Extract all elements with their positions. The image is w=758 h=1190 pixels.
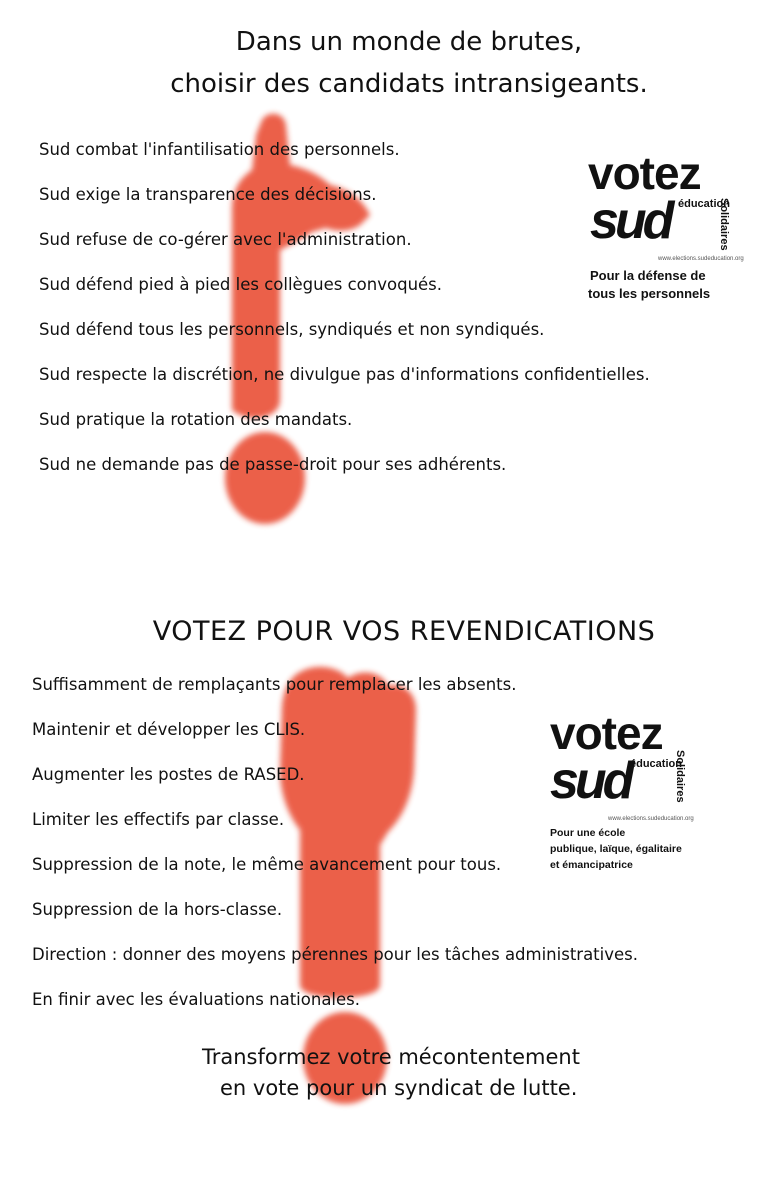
- votez-sud-logo: [588, 147, 744, 310]
- section-heading: VOTEZ POUR VOS REVENDICATIONS: [152, 616, 656, 647]
- list-item: Suppression de la note, le même avancement pour tous.: [32, 855, 502, 874]
- main-title-line-1: Dans un monde de brutes,: [235, 27, 583, 57]
- main-title-line-2: choisir des candidats intransigeants.: [170, 69, 648, 99]
- logo-tagline-1: Pour la défense de: [590, 268, 706, 283]
- logo-sud: sud: [590, 192, 671, 250]
- logo-tagline-3: et émancipatrice: [550, 859, 633, 871]
- list-item: Direction : donner des moyens pérennes pour les tâches administratives.: [32, 945, 638, 964]
- list-item: Suffisamment de remplaçants pour remplacer les absents.: [32, 675, 517, 694]
- list-item: Augmenter les postes de RASED.: [32, 765, 305, 784]
- logo-education: éducation: [630, 758, 682, 770]
- list-item: Maintenir et développer les CLIS.: [32, 720, 306, 739]
- logo-votez: votez: [588, 147, 701, 199]
- votez-sud-logo: [550, 707, 710, 871]
- logo-url: www.elections.sudeducation.org: [608, 816, 694, 822]
- logo-votez: votez: [550, 707, 663, 759]
- logo-tagline-2: publique, laïque, égalitaire: [550, 843, 682, 855]
- list-item: Sud défend tous les personnels, syndiqués et non syndiqués.: [39, 320, 545, 339]
- logo-sud: sud: [550, 752, 631, 810]
- list-item: Sud ne demande pas de passe-droit pour ses adhérents.: [39, 455, 507, 474]
- list-item: Sud combat l'infantilisation des personnels.: [39, 140, 400, 159]
- logo-url: www.elections.sudeducation.org: [658, 256, 744, 262]
- logo-solidaires: Solidaires: [718, 198, 730, 251]
- logo-tagline-1: Pour une école: [550, 827, 626, 839]
- list-item: En finir avec les évaluations nationales.: [32, 990, 361, 1009]
- footer-line-2: en vote pour un syndicat de lutte.: [220, 1076, 578, 1100]
- footer-line-1: Transformez votre mécontentement: [202, 1045, 580, 1069]
- logo-solidaires: Solidaires: [674, 750, 686, 803]
- list-item: Sud respecte la discrétion, ne divulgue pas d'informations confidentielles.: [39, 365, 650, 384]
- list-item: Sud pratique la rotation des mandats.: [39, 410, 353, 429]
- logo-tagline-2: tous les personnels: [588, 286, 711, 301]
- list-item: Sud exige la transparence des décisions.: [39, 185, 377, 204]
- list-item: Suppression de la hors-classe.: [32, 900, 283, 919]
- list-item: Sud défend pied à pied les collègues convoqués.: [39, 275, 443, 294]
- list-item: Limiter les effectifs par classe.: [32, 810, 285, 829]
- logo-education: éducation: [678, 198, 730, 210]
- list-item: Sud refuse de co-gérer avec l'administration.: [39, 230, 412, 249]
